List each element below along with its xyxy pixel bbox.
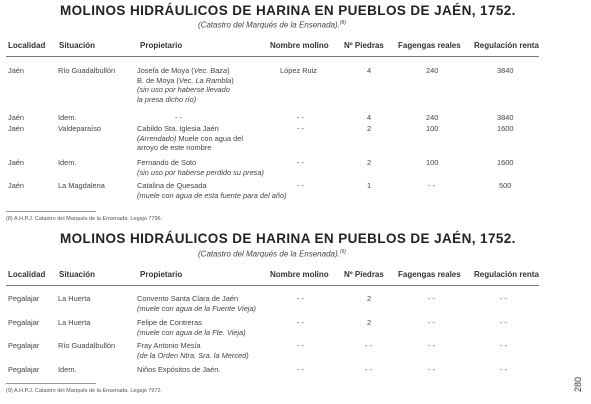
cell-localidad: Jaén (8, 66, 25, 75)
cell-propietario: Felipe de Contreras (muele con agua de la Fte. Vieja) (137, 318, 246, 337)
table1-subtitle: (Catastro del Marqués de la Ensenada).$^{(8)}$ (198, 20, 346, 30)
cell-renta: - - (500, 318, 507, 327)
cell-propietario: Catalina de Quesada (muele con agua de esta fuente para del año) (137, 181, 287, 200)
cell-fanegas: 100 (426, 124, 439, 133)
cell-localidad: Jaén (8, 113, 25, 122)
cell-nombre: - - (297, 318, 304, 327)
cell-piedras: 2 (367, 318, 372, 327)
col-nombre-molino: Nombre molino (270, 41, 329, 50)
col-piedras: Nº Piedras (344, 270, 384, 279)
cell-localidad: Jaén (8, 181, 25, 190)
cell-nombre: - - (297, 158, 304, 167)
cell-situacion: Río Guadalbullón (58, 341, 116, 350)
cell-renta: 3840 (497, 113, 514, 122)
cell-piedras: - - (365, 365, 372, 374)
cell-propietario: Niños Expósitos de Jaén. (137, 365, 221, 374)
cell-piedras: 2 (367, 124, 372, 133)
cell-renta: 3840 (497, 66, 514, 75)
col-situacion: Situación (59, 41, 96, 50)
cell-propietario: - - (175, 113, 182, 122)
cell-piedras: 4 (367, 66, 372, 75)
cell-piedras: 4 (367, 113, 372, 122)
col-regulacion: Regulación renta (474, 270, 539, 279)
table2-title: MOLINOS HIDRÁULICOS DE HARINA EN PUEBLOS DE JAÉN, 1752. (60, 231, 516, 246)
col-nombre-molino: Nombre molino (270, 270, 329, 279)
cell-propietario: Fernando de Soto (sin uso por haberse perdido su presa) (137, 158, 264, 177)
cell-fanegas: - - (428, 181, 435, 190)
cell-piedras: 2 (367, 158, 372, 167)
cell-fanegas: 100 (426, 158, 439, 167)
cell-situacion: La Magdalena (58, 181, 105, 190)
col-situacion: Situación (59, 270, 96, 279)
cell-nombre: - - (297, 341, 304, 350)
table2-subtitle: (Catastro del Marqués de la Ensenada).$^{(9)}$ (198, 249, 346, 259)
footnote-rule (6, 383, 96, 384)
table1-header-rule (6, 56, 539, 57)
cell-renta: - - (500, 365, 507, 374)
cell-propietario: Josefa de Moya (Vec. Baza) B. de Moya (Vec. La Rambla) (sin uso por haberse llevado la presa dicho río) (137, 66, 234, 104)
cell-nombre: - - (297, 124, 304, 133)
cell-fanegas: 240 (426, 113, 439, 122)
col-localidad: Localidad (8, 41, 46, 50)
cell-piedras: - - (365, 341, 372, 350)
col-localidad: Localidad (8, 270, 46, 279)
cell-localidad: Pegalajar (8, 341, 40, 350)
cell-localidad: Pegalajar (8, 318, 40, 327)
cell-situacion: Idem. (58, 158, 77, 167)
cell-localidad: Jaén (8, 124, 25, 133)
cell-fanegas: - - (428, 341, 435, 350)
cell-piedras: 2 (367, 294, 372, 303)
col-fanegas: Fagengas reales (398, 270, 461, 279)
page-number: 280 (573, 376, 583, 392)
cell-nombre: - - (297, 294, 304, 303)
cell-nombre: López Ruiz (280, 66, 317, 75)
footnote-rule (6, 211, 96, 212)
table2-header-rule (6, 285, 539, 286)
cell-renta: 500 (499, 181, 512, 190)
cell-localidad: Pegalajar (8, 294, 40, 303)
cell-fanegas: - - (428, 318, 435, 327)
table2-footnote: (9) A.H.P.J. Catastro del Marqués de la Ensenada. Legajo 7972. (6, 388, 163, 394)
col-regulacion: Regulación renta (474, 41, 539, 50)
cell-renta: - - (500, 294, 507, 303)
cell-nombre: - - (297, 113, 304, 122)
cell-fanegas: - - (428, 365, 435, 374)
table1-footnote: (8) A.H.P.J. Catastro del Marqués de la Ensenada. Legajo 7796. (6, 216, 163, 222)
table1-title: MOLINOS HIDRÁULICOS DE HARINA EN PUEBLOS DE JAÉN, 1752. (60, 3, 516, 18)
cell-situacion: Idem. (58, 365, 77, 374)
cell-renta: - - (500, 341, 507, 350)
cell-nombre: - - (297, 181, 304, 190)
cell-propietario: Cabildo Sta. Iglesia Jaén (Arrendado) Muele con agua del arroyo de este nombre (137, 124, 244, 152)
cell-fanegas: - - (428, 294, 435, 303)
cell-localidad: Jaén (8, 158, 25, 167)
cell-situacion: Idem. (58, 113, 77, 122)
cell-renta: 1600 (497, 124, 514, 133)
cell-fanegas: 240 (426, 66, 439, 75)
col-fanegas: Fagengas reales (398, 41, 461, 50)
cell-nombre: - - (297, 365, 304, 374)
cell-localidad: Pegalajar (8, 365, 40, 374)
cell-situacion: Río Guadalbullón (58, 66, 116, 75)
cell-propietario: Convento Santa Clara de Jaén (muele con agua de la Fuente Vieja) (137, 294, 257, 313)
cell-situacion: La Huerta (58, 294, 91, 303)
cell-situacion: Valdeparaíso (58, 124, 102, 133)
col-propietario: Propietario (140, 41, 183, 50)
col-piedras: Nº Piedras (344, 41, 384, 50)
cell-propietario: Fray Antonio Mesía (de la Orden Ntra. Sra. la Merced) (137, 341, 249, 360)
cell-piedras: 1 (367, 181, 372, 190)
cell-renta: 1600 (497, 158, 514, 167)
col-propietario: Propietario (140, 270, 183, 279)
cell-situacion: La Huerta (58, 318, 91, 327)
